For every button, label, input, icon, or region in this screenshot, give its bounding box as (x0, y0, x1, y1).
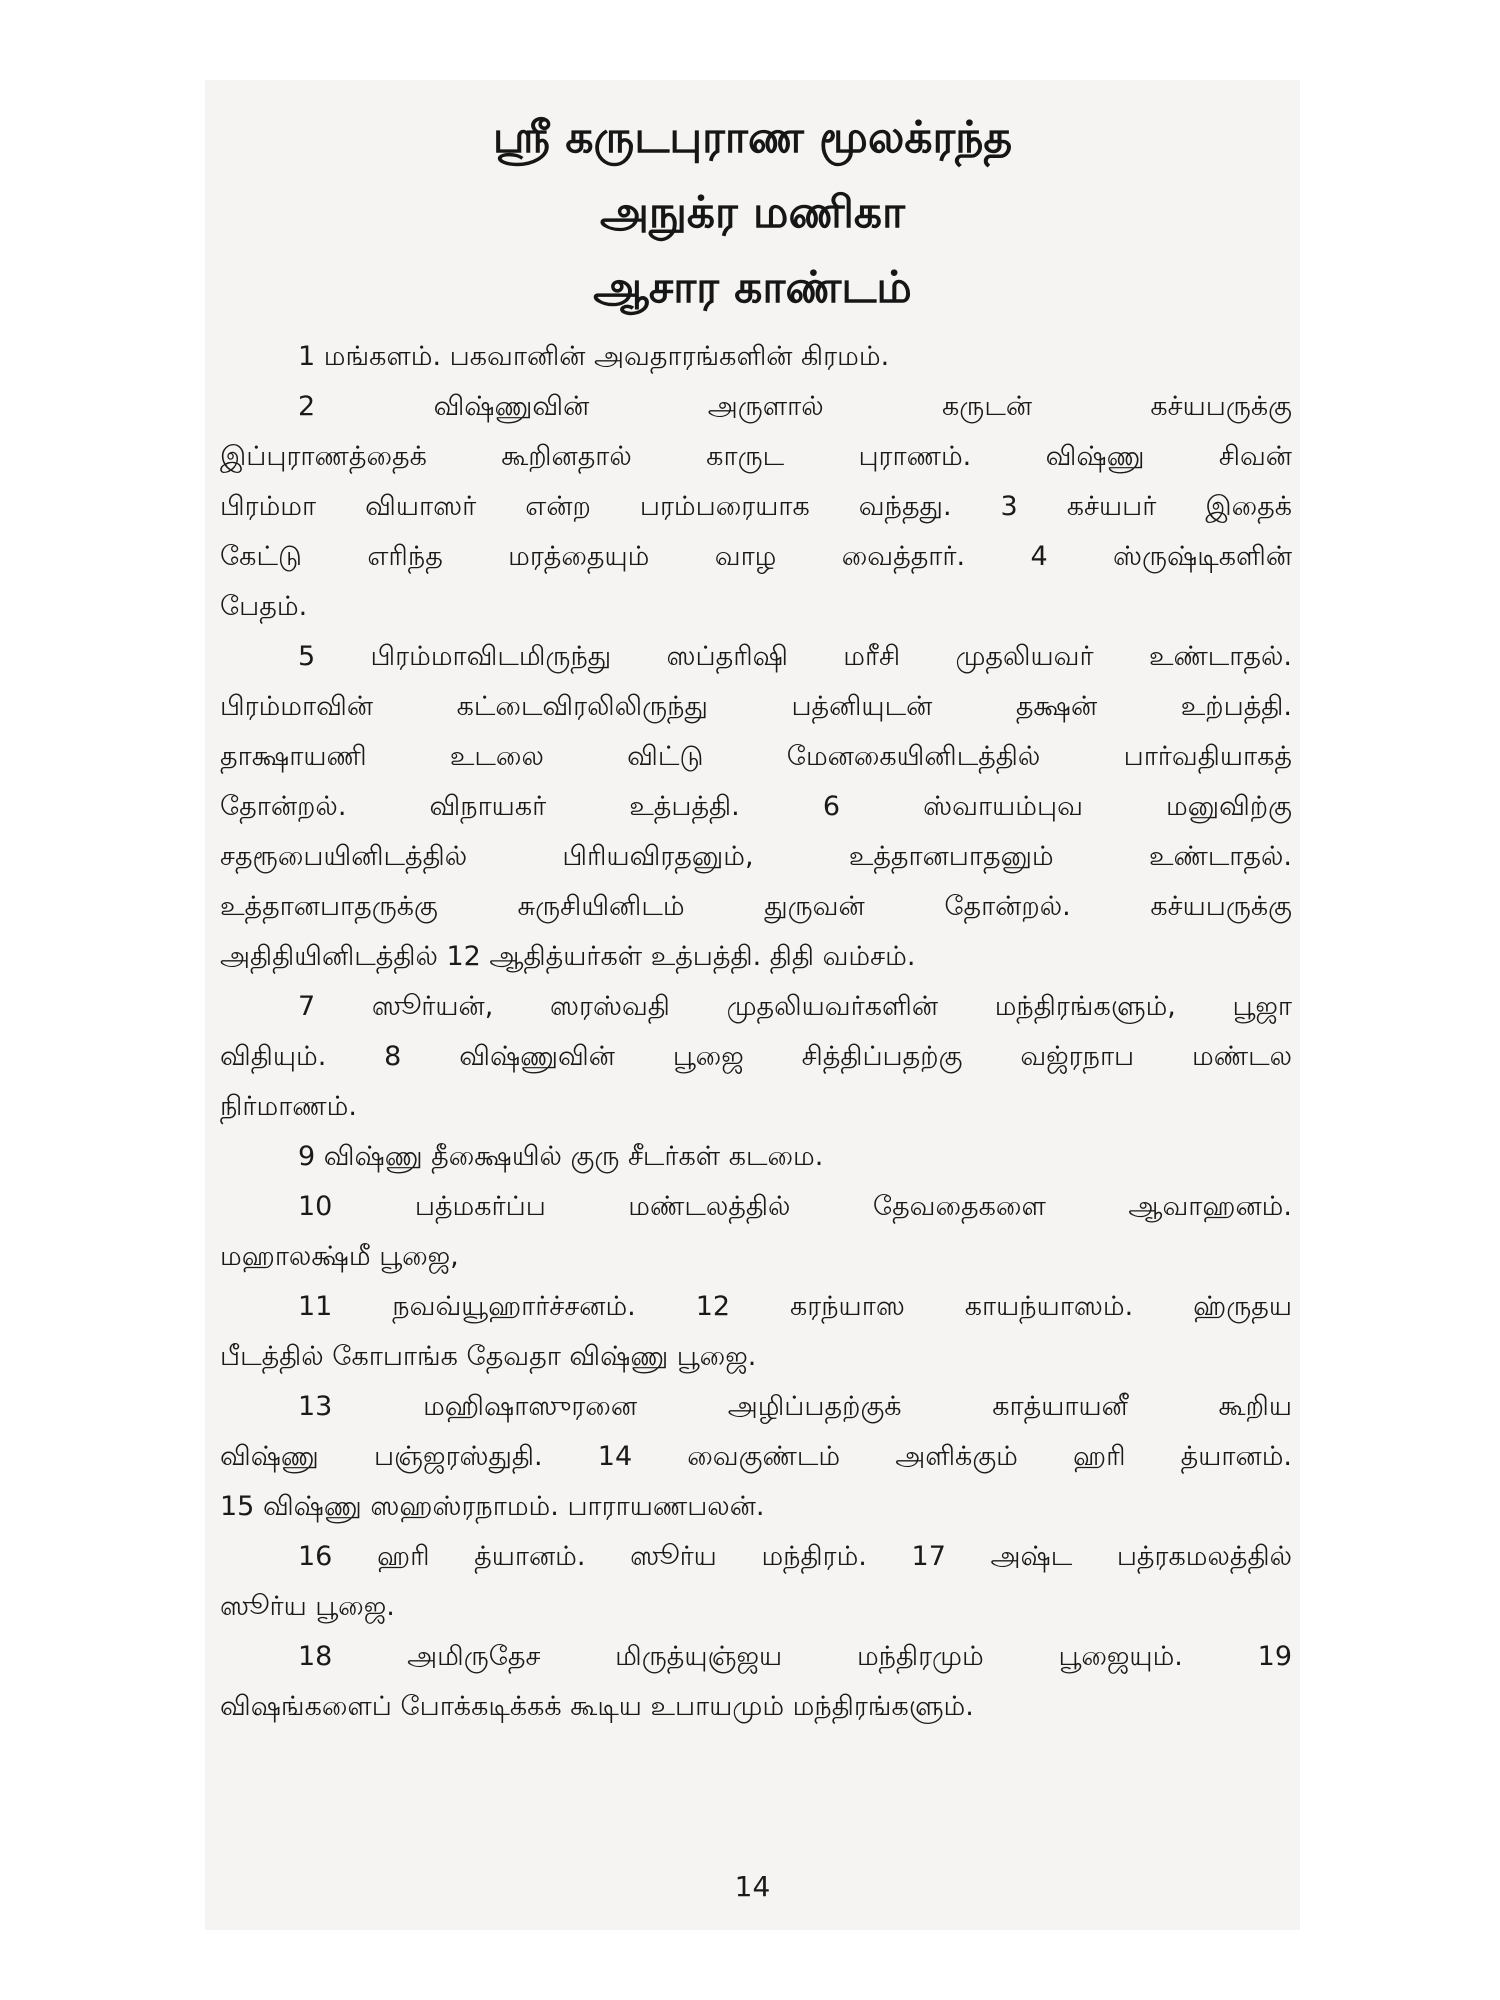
text-line: விதியும். 8 விஷ்ணுவின் பூஜை சித்திப்பதற்கு வஜ்ரநாப மண்டல (220, 1041, 1292, 1072)
paragraph (220, 382, 1292, 632)
paragraph (220, 632, 1292, 982)
text-line: சதரூபையினிடத்தில் பிரியவிரதனும், உத்தானபாதனும் உண்டாதல். (220, 841, 1292, 872)
title-line-2: அநுக்ர மணிகா (599, 187, 906, 238)
paragraph (220, 982, 1292, 1132)
text-line: 1 மங்களம். பகவானின் அவதாரங்களின் கிரமம். (298, 341, 890, 372)
paragraph (220, 332, 1292, 382)
text-line: அதிதியினிடத்தில் 12 ஆதித்யர்கள் உத்பத்தி. திதி வம்சம். (220, 941, 916, 972)
page-number: 14 (734, 1870, 771, 1903)
text-line: 18 அமிருதேச மிருத்யுஞ்ஜய மந்திரமும் பூஜையும். 19 (298, 1641, 1292, 1672)
text-line: மஹாலக்ஷ்மீ பூஜை, (220, 1241, 459, 1272)
text-line: இப்புராணத்தைக் கூறினதால் காருட புராணம். விஷ்ணு சிவன் (220, 441, 1292, 472)
text-line: 11 நவவ்யூஹார்ச்சனம். 12 கரந்யாஸ காயந்யாஸம். ஹ்ருதய (298, 1291, 1292, 1322)
text-line: ஸூர்ய பூஜை. (220, 1591, 395, 1622)
text-line: விஷ்ணு பஞ்ஜரஸ்துதி. 14 வைகுண்டம் அளிக்கும் ஹரி த்யானம். (220, 1441, 1292, 1472)
text-line: 13 மஹிஷாஸுரனை அழிப்பதற்குக் காத்யாயனீ கூறிய (298, 1391, 1292, 1422)
text-line: பேதம். (220, 591, 308, 622)
text-line: 2 விஷ்ணுவின் அருளால் கருடன் கச்யபருக்கு (298, 391, 1292, 422)
text-line: விஷங்களைப் போக்கடிக்கக் கூடிய உபாயமும் மந்திரங்களும். (220, 1691, 974, 1722)
paragraph (220, 1382, 1292, 1532)
text-line: கேட்டு எரிந்த மரத்தையும் வாழ வைத்தார். 4 ஸ்ருஷ்டிகளின் (220, 541, 1292, 572)
text-line: 9 விஷ்ணு தீக்ஷையில் குரு சீடர்கள் கடமை. (298, 1141, 824, 1172)
paragraph (220, 1182, 1292, 1282)
paragraph (220, 1282, 1292, 1382)
book-page (205, 80, 1300, 1930)
text-line: 5 பிரம்மாவிடமிருந்து ஸப்தரிஷி மரீசி முதலியவர் உண்டாதல். (298, 641, 1292, 672)
body-text (220, 332, 1292, 1732)
text-line: 7 ஸூர்யன், ஸரஸ்வதி முதலியவர்களின் மந்திரங்களும், பூஜா (298, 991, 1292, 1022)
text-line: பீடத்தில் கோபாங்க தேவதா விஷ்ணு பூஜை. (220, 1341, 757, 1372)
text-line: தாக்ஷாயணி உடலை விட்டு மேனகையினிடத்தில் பார்வதியாகத் (220, 741, 1292, 772)
text-line: தோன்றல். விநாயகர் உத்பத்தி. 6 ஸ்வாயம்புவ மனுவிற்கு (220, 791, 1292, 822)
text-line: 15 விஷ்ணு ஸஹஸ்ரநாமம். பாராயணபலன். (220, 1491, 765, 1522)
paragraph (220, 1632, 1292, 1732)
paragraph (220, 1532, 1292, 1632)
text-line: 10 பத்மகர்ப்ப மண்டலத்தில் தேவதைகளை ஆவாஹனம். (298, 1191, 1292, 1222)
paragraph (220, 1132, 1292, 1182)
title-line-1: ஸ்ரீ கருடபுராண மூலக்ரந்த (492, 112, 1013, 163)
text-line: பிரம்மா வியாஸர் என்ற பரம்பரையாக வந்தது. 3 கச்யபர் இதைக் (220, 491, 1292, 522)
text-line: 16 ஹரி த்யானம். ஸூர்ய மந்திரம். 17 அஷ்ட பத்ரகமலத்தில் (298, 1541, 1292, 1572)
text-line: உத்தானபாதருக்கு சுருசியினிடம் துருவன் தோன்றல். கச்யபருக்கு (220, 891, 1292, 922)
title-line-3: ஆசார காண்டம் (593, 262, 912, 313)
text-line: நிர்மாணம். (220, 1091, 357, 1122)
text-line: பிரம்மாவின் கட்டைவிரலிலிருந்து பத்னியுடன் தக்ஷன் உற்பத்தி. (220, 691, 1292, 722)
